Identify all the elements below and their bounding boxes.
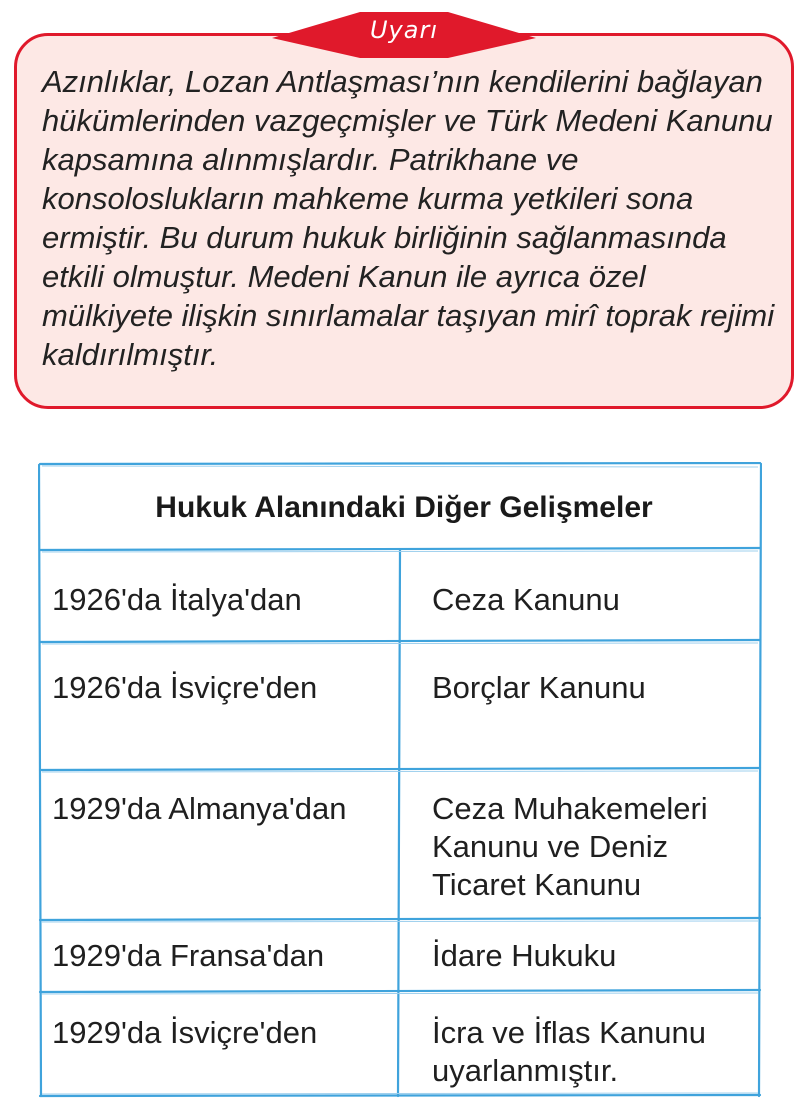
warning-label: Uyarı <box>369 16 438 44</box>
row-4-source: 1929'da Fransa'dan <box>52 938 325 973</box>
row-3-source: 1929'da Almanya'dan <box>52 791 347 826</box>
row-2-law: Borçlar Kanunu <box>432 670 646 705</box>
table-title: Hukuk Alanındaki Diğer Gelişmeler <box>155 491 653 524</box>
row-2-source: 1926'da İsviçre'den <box>52 670 318 705</box>
table-grid-lines <box>38 462 762 1098</box>
row-5-source: 1929'da İsviçre'den <box>52 1015 318 1050</box>
row-5-law: İcra ve İflas Kanunu uyarlanmıştır. <box>432 1015 706 1088</box>
row-1-source: 1926'da İtalya'dan <box>52 582 302 617</box>
developments-table <box>38 462 762 1098</box>
warning-text: Azınlıklar, Lozan Antlaşması’nın kendilerini bağlayan hükümlerinden vazgeçmişler ve Türk Medeni Kanunu kapsamına alınmışlardır. Patrikhane ve konsoloslukların mahkeme kurma yetkileri sona ermiştir. Bu durum hukuk birliğinin sağlanmasında etkili olmuştur. Medeni Kanun ile ayrıca özel mülkiyete ilişkin sınırlamalar taşıyan mirî toprak rejimi kaldırılmıştır. <box>42 64 775 372</box>
row-1-law: Ceza Kanunu <box>432 582 620 617</box>
row-3-law: Ceza Muhakemeleri Kanunu ve Deniz Ticaret Kanunu <box>432 791 708 902</box>
row-4-law: İdare Hukuku <box>432 938 617 973</box>
